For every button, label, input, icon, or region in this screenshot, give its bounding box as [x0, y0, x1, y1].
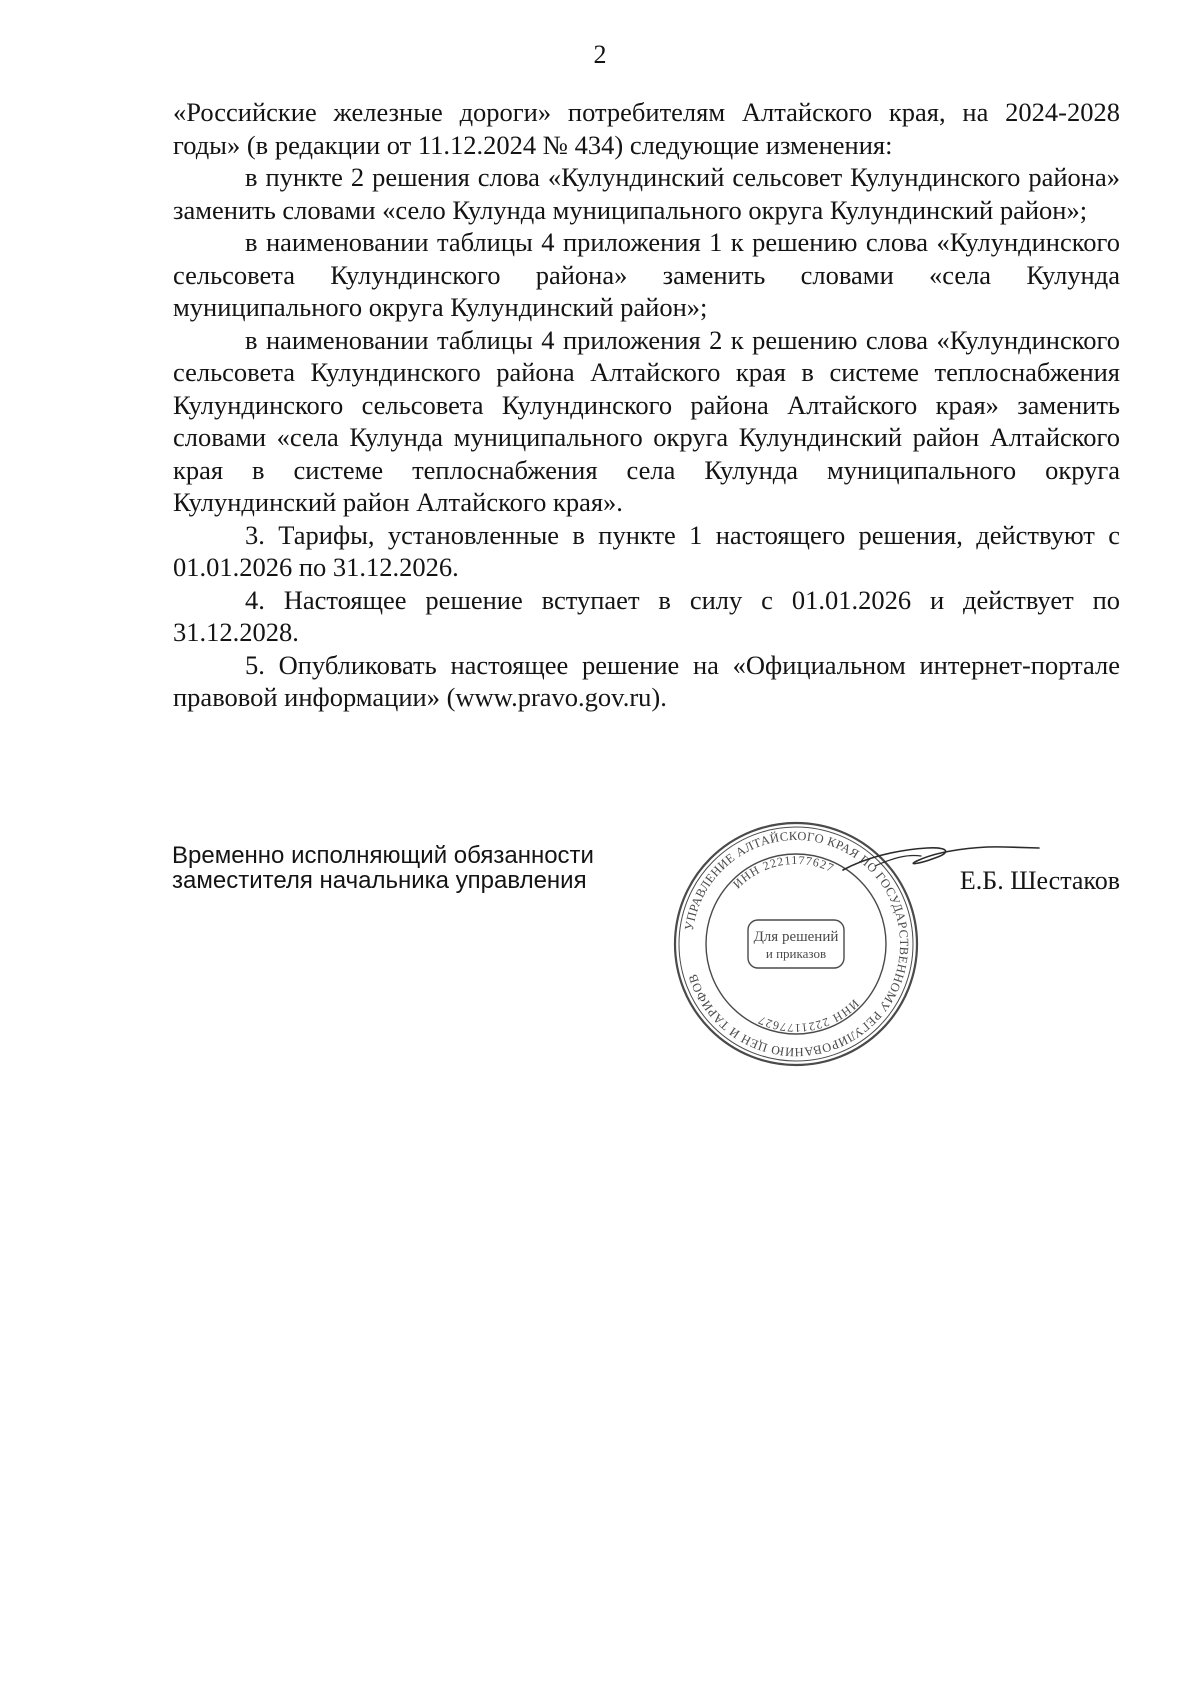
signatory-name: Е.Б. Шестаков	[959, 866, 1120, 895]
signatory-position	[172, 843, 692, 893]
decision-body	[173, 96, 1120, 714]
signatory-position-line1: Временно исполняющий обязанности	[172, 842, 594, 869]
paragraph-amendment-table-4-appendix-2: в наименовании таблицы 4 приложения 2 к решению слова «Кулундинского сельсовета Кулундинского района Алтайского края в системе теплоснабжения Кулундинского сельсовета Кулундинского района Алтайского края» заменить словами «села Кулунда муниципального округа Кулундинский район Алтайского края в системе теплоснабжения села Кулунда муниципального округа Кулундинский район Алтайского края».	[173, 324, 1120, 517]
svg-text:ИНН 2221177627	[755, 997, 862, 1035]
paragraph-continuation: «Российские железные дороги» потребителям Алтайского края, на 2024-2028 годы» (в редакции от 11.12.2024 № 434) следующие изменения:	[173, 97, 1120, 160]
seal-outer-text: УПРАВЛЕНИЕ АЛТАЙСКОГО КРАЯ ПО ГОСУДАРСТВЕННОМУ РЕГУЛИРОВАНИЮ ЦЕН И ТАРИФОВ	[681, 828, 912, 1060]
page-number: 2	[593, 40, 607, 69]
seal-center-line1: Для решений	[753, 929, 839, 945]
seal-center-line2: и приказов	[765, 946, 827, 961]
paragraph-amendment-table-4-appendix-1: в наименовании таблицы 4 приложения 1 к решению слова «Кулундинского сельсовета Кулундинского района» заменить словами «села Кулунда муниципального округа Кулундинский район»;	[173, 227, 1120, 322]
paragraph-amendment-point-2: в пункте 2 решения слова «Кулундинский сельсовет Кулундинского района» заменить словами «село Кулунда муниципального округа Кулундинский район»;	[173, 162, 1120, 225]
seal-inn-bottom: ИНН 2221177627	[755, 996, 862, 1036]
paragraph-item-3: 3. Тарифы, установленные в пункте 1 настоящего решения, действуют с 01.01.2026 по 31.12.2026.	[173, 519, 1120, 582]
seal-inn-top: ИНН 2221177627	[730, 852, 837, 892]
paragraph-item-4: 4. Настоящее решение вступает в силу с 01.01.2026 и действует по 31.12.2028.	[173, 584, 1120, 647]
svg-text:ИНН 2221177627	[730, 853, 837, 891]
paragraph-item-5: 5. Опубликовать настоящее решение на «Официальном интернет-портале правовой информации» (www.pravo.gov.ru).	[173, 649, 1120, 712]
signatory-position-line2: заместителя начальника управления	[172, 867, 587, 894]
